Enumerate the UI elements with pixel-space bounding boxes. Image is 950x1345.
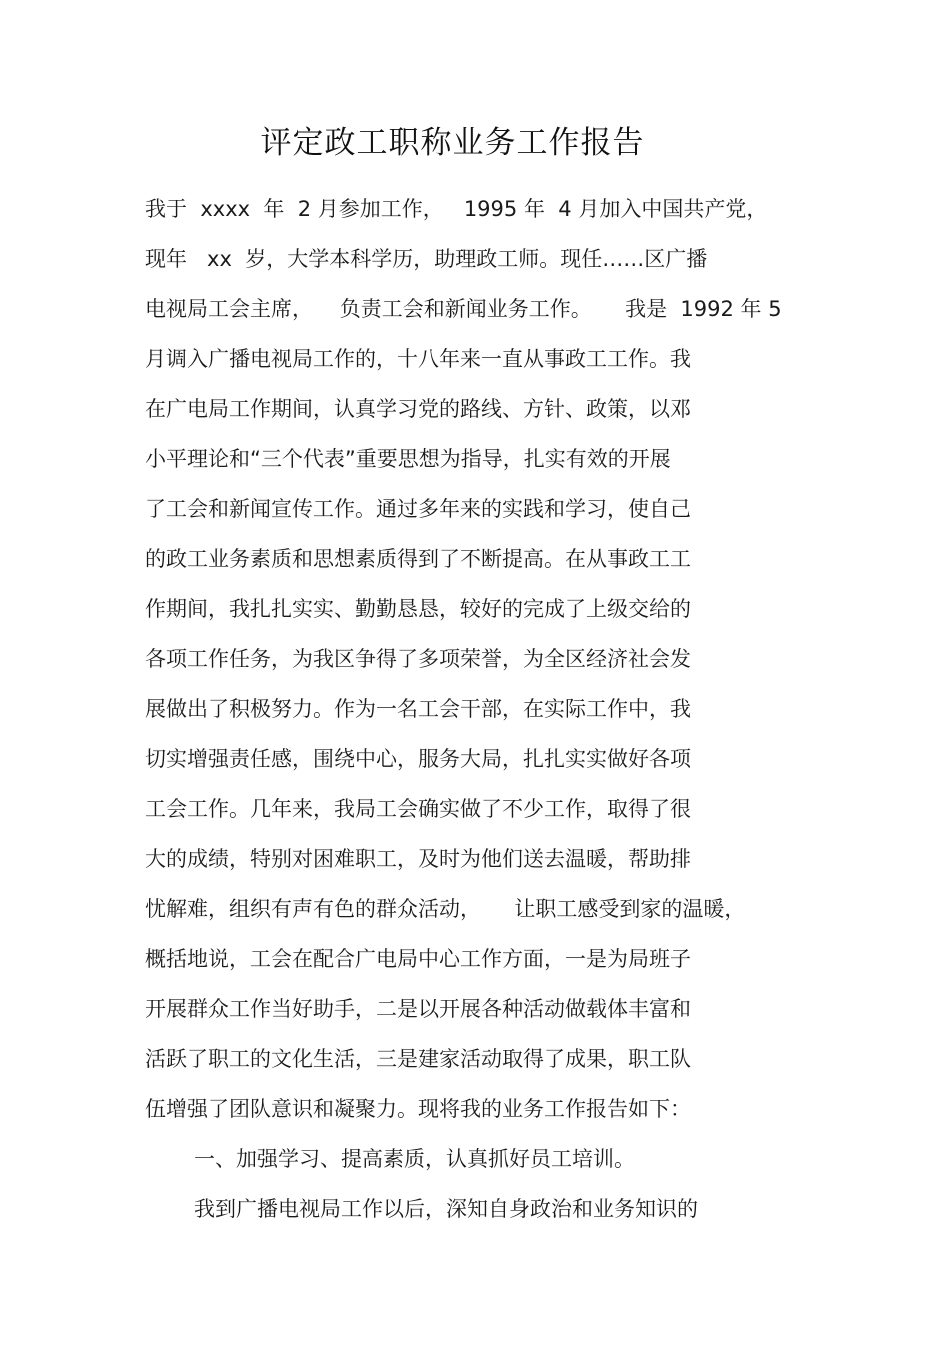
body-line: 切实增强责任感，围绕中心，服务大局，扎扎实实做好各项 (145, 747, 691, 771)
body-line: 小平理论和“三个代表”重要思想为指导，扎实有效的开展 (145, 447, 671, 471)
body-line: 月调入广播电视局工作的，十八年来一直从事政工工作。我 (145, 347, 691, 371)
body-line: 概括地说，工会在配合广电局中心工作方面，一是为局班子 (145, 947, 691, 971)
document-body (145, 184, 825, 1234)
section-first-line: 我到广播电视局工作以后，深知自身政治和业务知识的 (194, 1197, 698, 1221)
body-line: 开展群众工作当好助手，二是以开展各种活动做载体丰富和 (145, 997, 691, 1021)
body-line: 伍增强了团队意识和凝聚力。现将我的业务工作报告如下： (145, 1097, 691, 1121)
body-line: 的政工业务素质和思想素质得到了不断提高。在从事政工工 (145, 547, 691, 571)
body-line: 现年 xx 岁，大学本科学历，助理政工师。现任……区广播 (145, 247, 708, 271)
body-line: 工会工作。几年来，我局工会确实做了不少工作，取得了很 (145, 797, 691, 821)
body-line: 大的成绩，特别对困难职工，及时为他们送去温暖，帮助排 (145, 847, 691, 871)
body-line: 在广电局工作期间，认真学习党的路线、方针、政策，以邓 (145, 397, 691, 421)
body-line: 作期间，我扎扎实实、勤勤恳恳，较好的完成了上级交给的 (145, 597, 691, 621)
body-line: 各项工作任务，为我区争得了多项荣誉，为全区经济社会发 (145, 647, 691, 671)
body-line: 活跃了职工的文化生活，三是建家活动取得了成果，职工队 (145, 1047, 691, 1071)
body-line: 电视局工会主席， 负责工会和新闻业务工作。 我是 1992 年 5 (145, 297, 782, 321)
body-line: 我于 xxxx 年 2 月参加工作， 1995 年 4 月加入中国共产党， (145, 197, 768, 221)
body-line: 展做出了积极努力。作为一名工会干部，在实际工作中，我 (145, 697, 691, 721)
body-line: 忧解难，组织有声有色的群众活动， 让职工感受到家的温暖， (145, 897, 746, 921)
body-line: 了工会和新闻宣传工作。通过多年来的实践和学习，使自己 (145, 497, 691, 521)
document-title: 评定政工职称业务工作报告 (260, 125, 645, 161)
section-heading: 一、加强学习、提高素质，认真抓好员工培训。 (194, 1147, 635, 1171)
